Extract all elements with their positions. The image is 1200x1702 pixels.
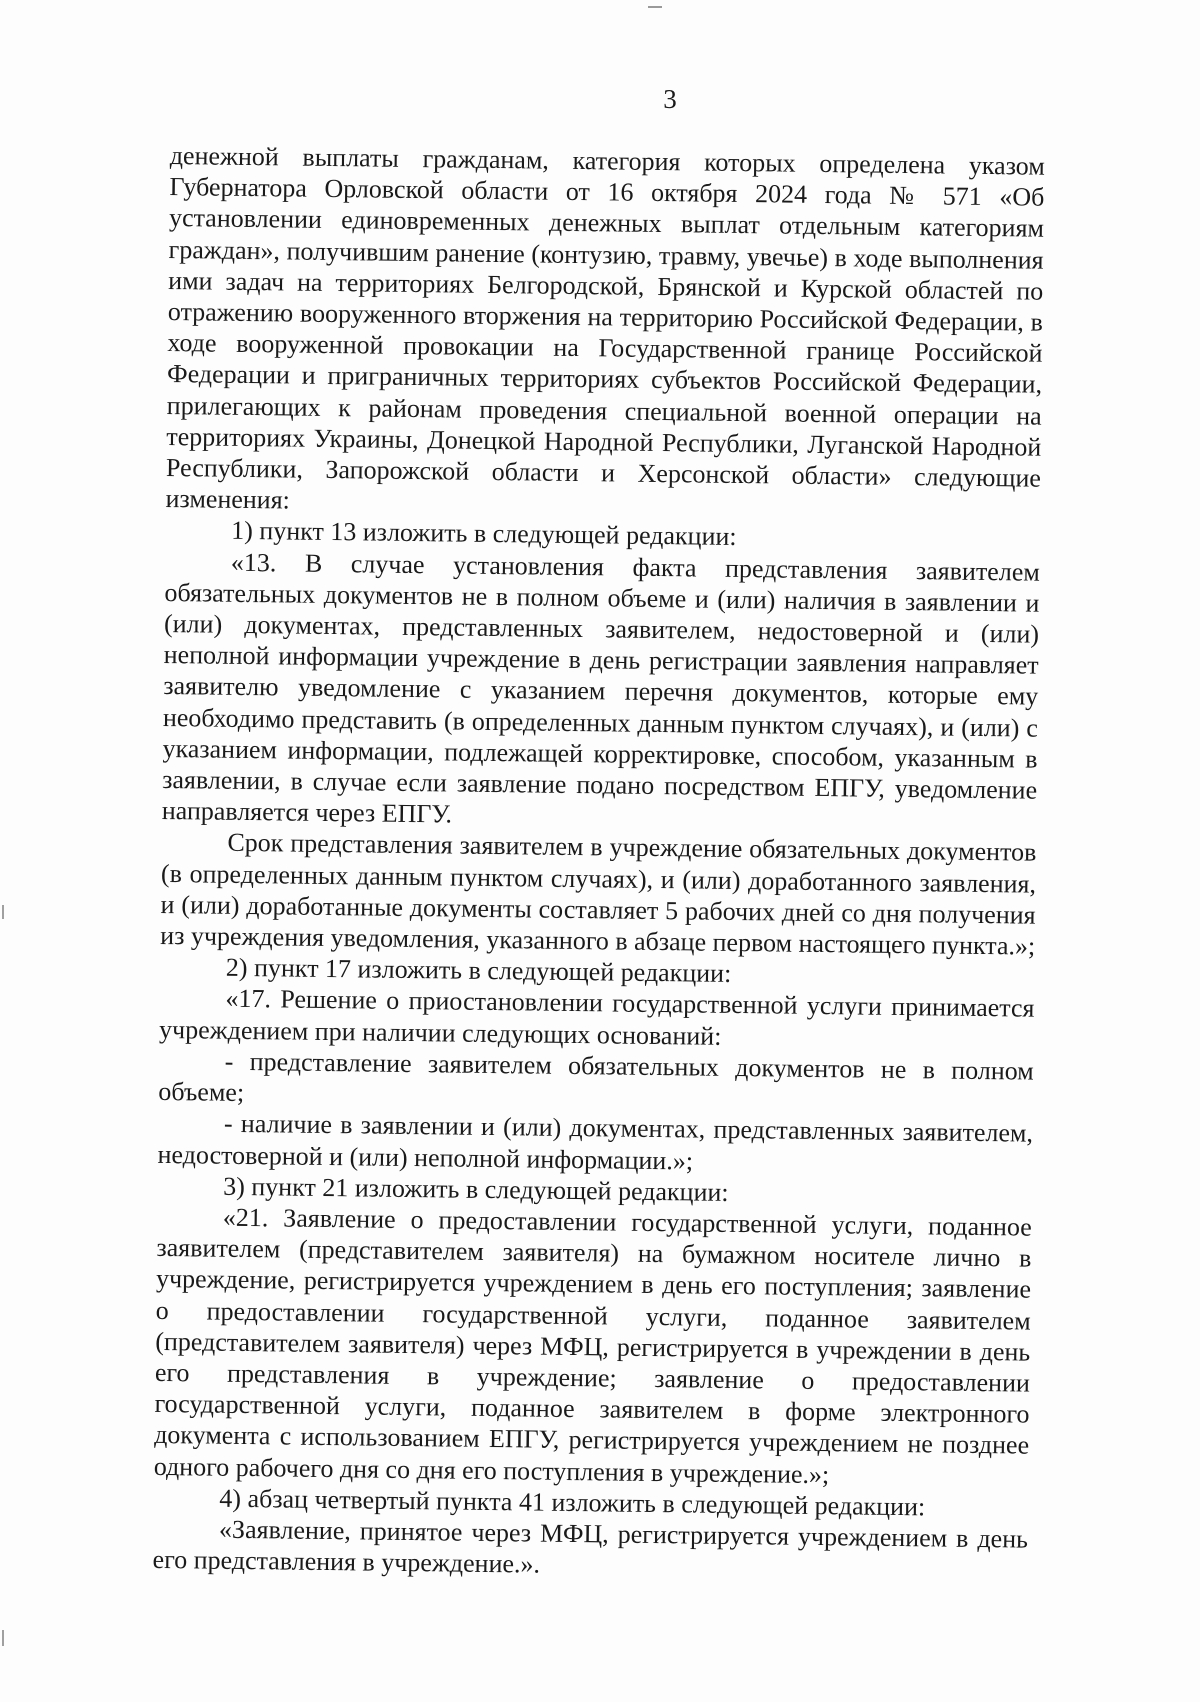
list-item-3: 3) пункт 21 изложить в следующей редакции: [223,1171,729,1207]
paragraph-item-1-deadline: Срок представления заявителем в учреждение обязательных документов (в определенных данным пунктом случаях), и (или) доработанного заявления, и (или) доработанные документы составляет 5 рабочих дней со дня получения из учреждения уведомления, указанного в абзаце первом настоящего пункта.»; [160,828,1037,961]
paragraph-item-2-text: «17. Решение о приостановлении государственной услуги принимается учреждением при наличии следующих оснований: [158,984,1035,1051]
bullet-item: - представление заявителем обязательных документов не в полном объеме; [158,1046,1034,1108]
paragraph-item-1-text: «13. В случае установления факта представления заявителем обязательных документов не в полном объеме и (или) наличия в заявлении и (или) документах, представленных заявителем, недостоверной и (или) неполной информации учреждение в день регистрации заявления направляет заявителю уведомление с указанием перечня документов, которые ему необходимо представить (в определенных данным пунктом случаях), и (или) с указанием информации, подлежащей корректировке, способом, указанным в заявлении, в случае если заявление подано посредством ЕПГУ, уведомление направляется через ЕПГУ. [161,547,1040,829]
list-item-1: 1) пункт 13 изложить в следующей редакции: [231,516,737,552]
paragraph-item-4-text: «Заявление, принятое через МФЦ, регистрируется учреждением в день его представления в учреждение.». [152,1514,1029,1579]
paragraph-item-3-text: «21. Заявление о предоставлении государственной услуги, поданное заявителем (представителем заявителя) на бумажном носителе лично в учреждение, регистрируется учреждением в день его поступления; заявление о предоставлении государственной услуги, поданное заявителем (представителем заявителя) через МФЦ, регистрируется в учреждении в день его представления в учреждение; заявление о предоставлении государственной услуги, поданное заявителем в форме электронного документа с использованием ЕПГУ, регистрируется учреждением не позднее одного рабочего дня со дня его поступления в учреждение.»; [153,1202,1032,1489]
scan-artifact [2,905,4,919]
list-item-2: 2) пункт 17 изложить в следующей редакции: [225,953,732,989]
bullet-item: - наличие в заявлении и (или) документах, представленных заявителем, недостоверной и (или) неполной информации.»; [157,1109,1034,1175]
scan-artifact [2,1630,4,1646]
list-item-4: 4) абзац четвертый пункта 41 изложить в следующей редакции: [219,1483,926,1522]
page-number: 3 [663,84,677,114]
document-body [152,140,1044,1586]
paragraph-intro: денежной выплаты гражданам, категория которых определена указом Губернатора Орловской области от 16 октября 2024 года № 571 «Об установлении единовременных денежных выплат отдельным категориям граждан», получившим ранение (контузию, травму, увечье) в ходе выполнения ими задач на территориях Белгородской, Брянской и Курской областей по отражению вооруженного вторжения на территорию Российской Федерации, в ходе вооруженной провокации на Государственной границе Российской Федерации и приграничных территориях субъектов Российской Федерации, прилегающих к районам проведения специальной военной операции на территориях Украины, Донецкой Народной Республики, Луганской Народной Республики, Запорожской области и Херсонской области» следующие изменения: [165,140,1045,515]
scan-artifact [648,6,662,8]
